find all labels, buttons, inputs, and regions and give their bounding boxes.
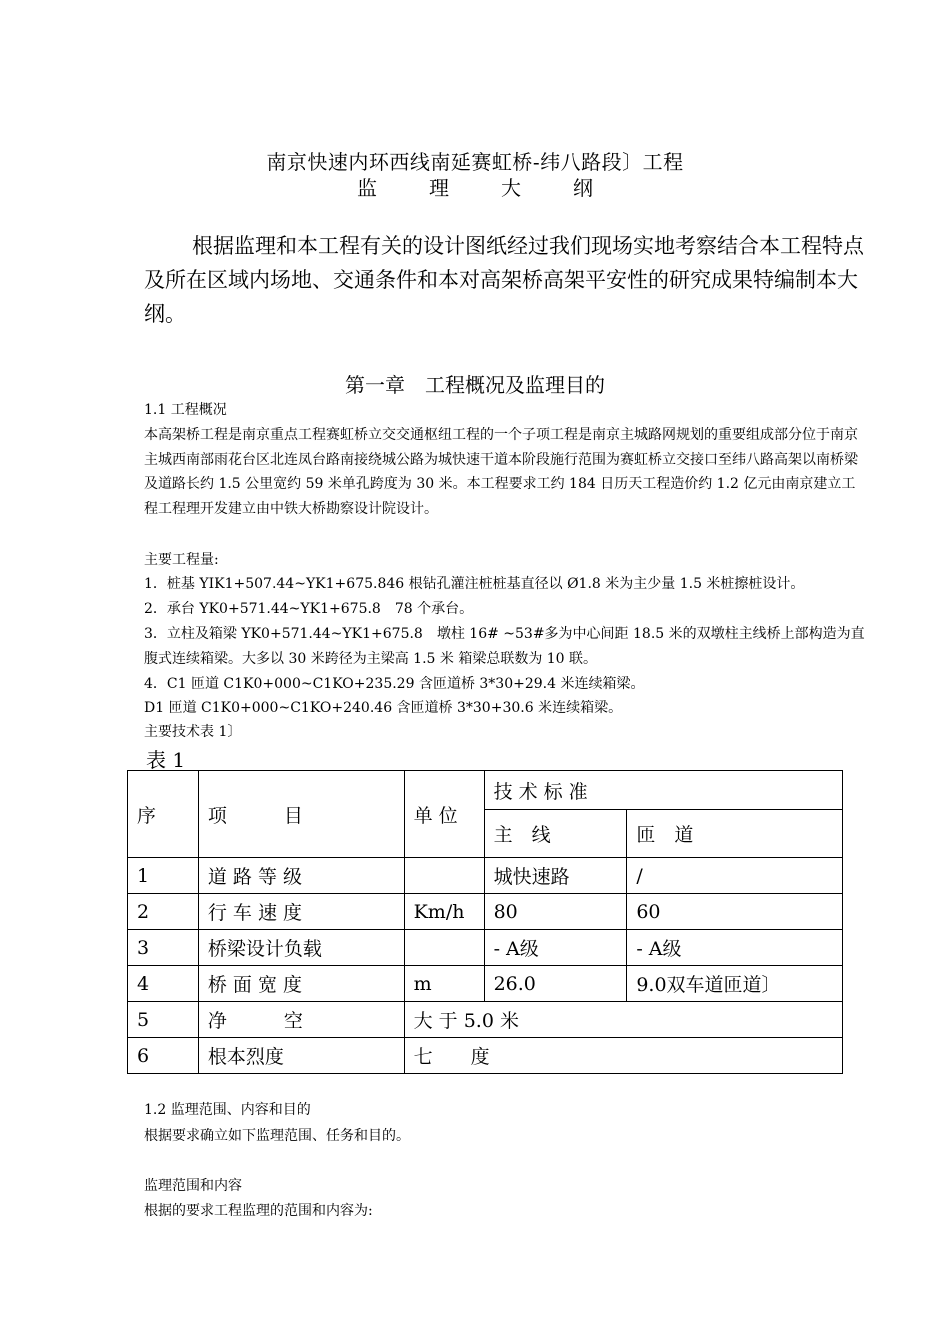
header-seq: 序 (128, 771, 199, 858)
quantity-item: 2．承台 YK0+571.44~YK1+675.8 78 个承台。 (144, 601, 474, 617)
subtitle-char: 理 (429, 176, 449, 200)
table-row (128, 1038, 843, 1074)
cell-item: 行 车 速 度 (198, 894, 404, 930)
cell-item: 根本烈度 (198, 1038, 404, 1074)
section-1-2-heading: 1.2 监理范围、内容和目的 (144, 1102, 311, 1118)
chapter-title: 第一章 工程概况及监理目的 (345, 373, 605, 397)
overview-paragraph: 本高架桥工程是南京重点工程赛虹桥立交交通枢纽工程的一个子项工程是南京主城路网规划的重要组成部分位于南京主城西南部雨花台区北连凤台路南接绕城公路为城快速干道本阶段施行范围为赛虹桥立交接口至纬八路高架以南桥梁及道路长约 1.5 公里宽约 59 米单孔跨度为 30 米。本工程要求工约 184 日历天工程造价约 1.2 亿元由南京建立工程工程理开发建立由中铁大桥勘察设计院设计。 (144, 427, 858, 517)
tech-table-note: 主要技术表 1〕 (144, 724, 242, 740)
subtitle-char: 大 (501, 176, 521, 200)
tech-spec-table (127, 770, 843, 1074)
section-1-2-text: 根据要求确立如下监理范围、任务和目的。 (144, 1128, 410, 1144)
cell-seq: 1 (128, 858, 199, 894)
cell-seq: 6 (128, 1038, 199, 1074)
doc-title: 南京快速内环西线南延赛虹桥-纬八路段〕工程 (266, 150, 684, 174)
cell-main: 80 (484, 894, 627, 930)
table-row (128, 1002, 843, 1038)
cell-ramp: 9.0双车道匝道〕 (627, 966, 843, 1002)
scope-text: 根据的要求工程监理的范围和内容为: (144, 1203, 373, 1219)
header-unit: 单 位 (404, 771, 484, 858)
header-main-line: 主 线 (484, 810, 627, 858)
header-standard: 技 术 标 准 (484, 771, 842, 810)
intro-paragraph: 根据监理和本工程有关的设计图纸经过我们现场实地考察结合本工程特点及所在区域内场地、交通条件和本对高架桥高架平安性的研究成果特编制本大纲。 (144, 234, 864, 326)
doc-subtitle (0, 172, 950, 201)
table-row (128, 894, 843, 930)
cell-merged: 七 度 (404, 1038, 842, 1074)
table-row (128, 930, 843, 966)
cell-seq: 3 (128, 930, 199, 966)
quantity-item: 3．立柱及箱梁 YK0+571.44~YK1+675.8 墩柱 16# ~53#多为中心间距 18.5 米的双墩柱主线桥上部构造为直腹式连续箱梁。大多以 30 米跨径为主梁高 1.5 米 箱梁总联数为 10 联。 (144, 626, 865, 667)
cell-unit (404, 858, 484, 894)
cell-seq: 4 (128, 966, 199, 1002)
subtitle-char: 监 (357, 176, 377, 200)
cell-ramp: / (627, 858, 843, 894)
quantity-item: D1 匝道 C1K0+000~C1KO+240.46 含匝道桥 3*30+30.6 米连续箱梁。 (144, 700, 623, 716)
cell-item: 桥梁设计负载 (198, 930, 404, 966)
cell-unit: Km/h (404, 894, 484, 930)
table-row (128, 858, 843, 894)
scope-heading: 监理范围和内容 (144, 1178, 242, 1194)
cell-item: 桥 面 宽 度 (198, 966, 404, 1002)
cell-seq: 2 (128, 894, 199, 930)
cell-main: 城快速路 (484, 858, 627, 894)
cell-ramp: 60 (627, 894, 843, 930)
cell-unit (404, 930, 484, 966)
cell-main: 26.0 (484, 966, 627, 1002)
table-caption: 表 1 (146, 748, 186, 772)
cell-seq: 5 (128, 1002, 199, 1038)
header-item: 项 目 (198, 771, 404, 858)
quantity-item: 1．桩基 YIK1+507.44~YK1+675.846 根钻孔灌注桩桩基直径以 Ø1.8 米为主少量 1.5 米桩擦桩设计。 (144, 576, 805, 592)
main-quantities-label: 主要工程量: (144, 552, 219, 568)
cell-ramp: - A级 (627, 930, 843, 966)
subtitle-char: 纲 (573, 176, 593, 200)
quantity-item: 4．C1 匝道 C1K0+000~C1KO+235.29 含匝道桥 3*30+29.4 米连续箱梁。 (144, 676, 645, 692)
cell-item: 道 路 等 级 (198, 858, 404, 894)
header-ramp: 匝 道 (627, 810, 843, 858)
cell-unit: m (404, 966, 484, 1002)
section-1-1-heading: 1.1 工程概况 (144, 402, 227, 418)
table-header-row (128, 771, 843, 810)
cell-main: - A级 (484, 930, 627, 966)
cell-merged: 大 于 5.0 米 (404, 1002, 842, 1038)
cell-item: 净 空 (198, 1002, 404, 1038)
table-row (128, 966, 843, 1002)
